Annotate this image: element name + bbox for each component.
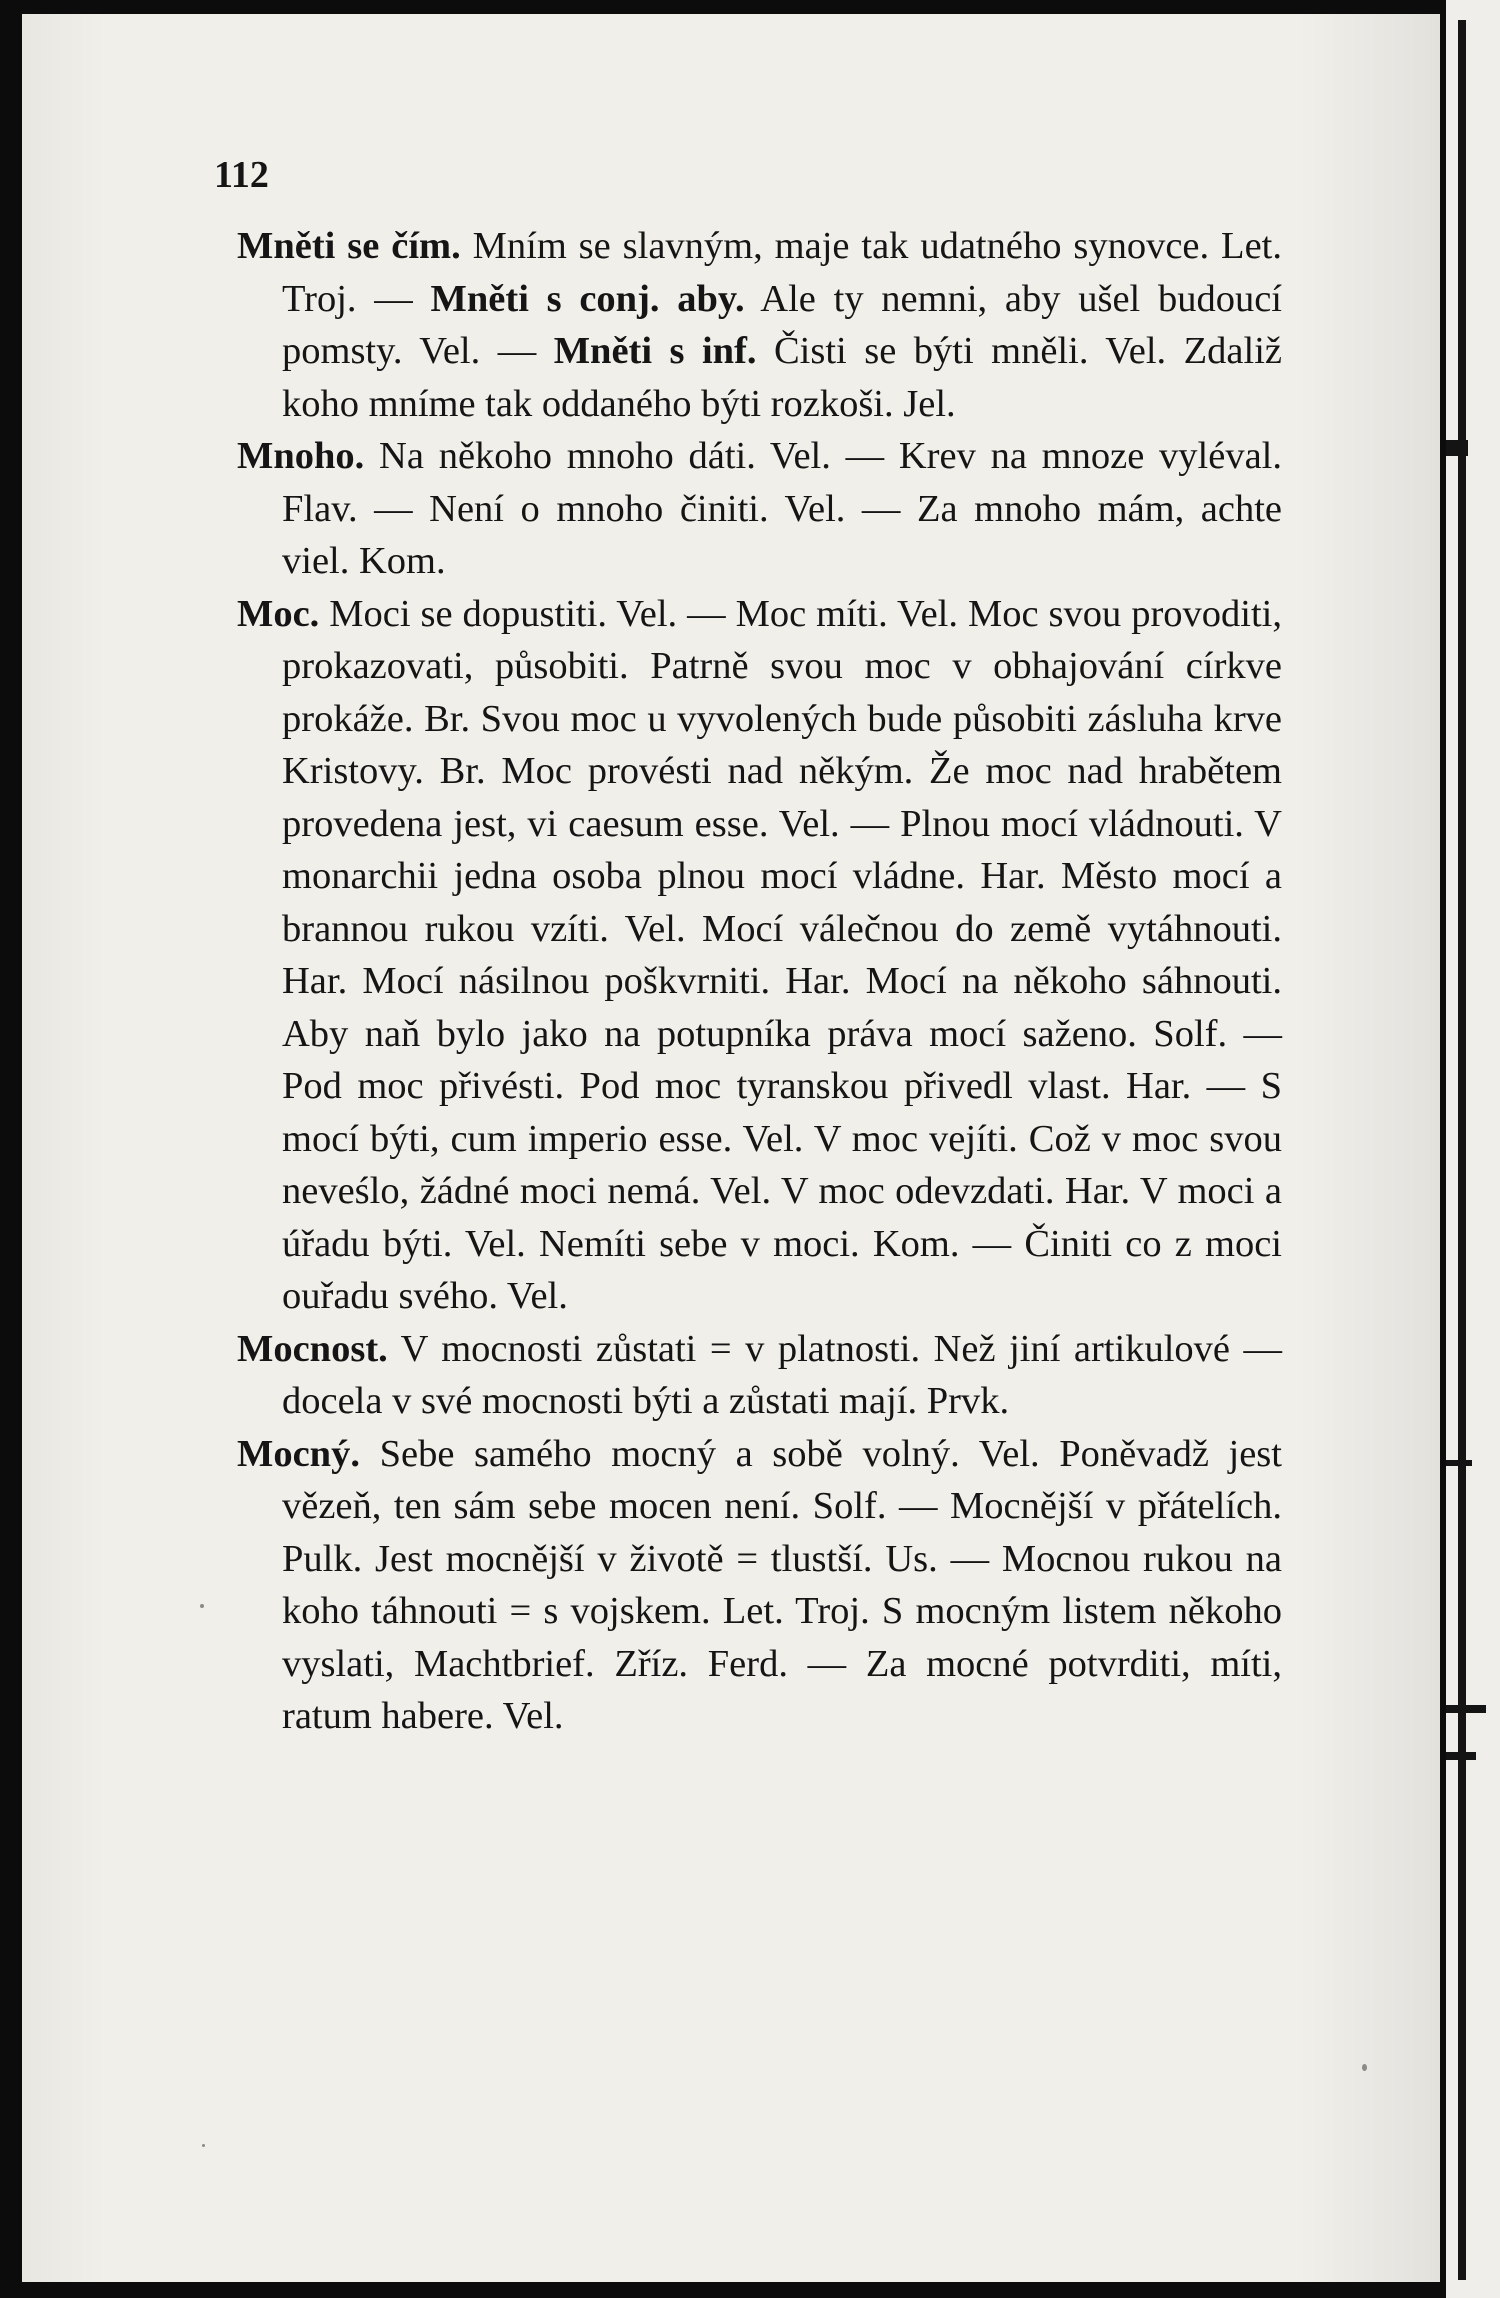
paper-speck <box>200 1604 204 1608</box>
dictionary-entry <box>237 588 1282 1323</box>
entry-headword: Mnoho. <box>237 435 365 477</box>
page-number: 112 <box>214 154 269 196</box>
paper-speck <box>1362 2064 1367 2071</box>
entry-text: Na někoho mnoho dáti. Vel. — Krev na mnoze vyléval. Flav. — Není o mnoho činiti. Vel. — Za mnoho mám, achte viel. Kom. <box>282 435 1282 582</box>
entry-text: Sebe samého mocný a sobě volný. Vel. Poněvadž jest vězeň, ten sám sebe mocen není. Solf. — Mocnější v přátelích. Pulk. Jest mocnější v životě = tlustší. Us. — Mocnou rukou na koho táhnouti = s vojskem. Let. Troj. S mocným listem někoho vyslati, Machtbrief. Zříz. Ferd. — Za mocné potvrditi, míti, ratum habere. Vel. <box>282 1432 1282 1737</box>
page-edge-line <box>1458 20 1466 2280</box>
entry-headword: Moc. <box>237 592 320 635</box>
entry-text: Čisti se býti mněli. Vel. Zdaliž koho mníme tak oddaného býti rozkoši. Jel. <box>282 330 1282 425</box>
page-edge-mark <box>1446 1460 1472 1466</box>
page-edge-mark <box>1446 1752 1476 1760</box>
dictionary-entry <box>237 430 1282 588</box>
entry-text: Ale ty nemni, aby ušel budoucí pomsty. Vel. — <box>282 277 1282 372</box>
entry-text: Moci se dopustiti. Vel. — Moc míti. Vel. Moc svou provoditi, prokazovati, působiti. Patrně svou moc v obhajování církve prokáže. Br. Svou moc u vyvolených bude působiti zásluha krve Kristovy. Br. Moc provésti nad někým. Že moc nad hrabětem provedena jest, vi caesum esse. Vel. — Plnou mocí vládnouti. V monarchii jedna osoba plnou mocí vládne. Har. Město mocí a brannou rukou vzíti. Vel. Mocí válečnou do země vytáhnouti. Har. Mocí násilnou poškvrniti. Har. Mocí na někoho sáhnouti. Aby naň bylo jako na potupníka práva mocí saženo. Solf. — Pod moc přivésti. Pod moc tyranskou přivedl vlast. Har. — S mocí býti, cum imperio esse. Vel. V moc vejíti. Což v moc svou neveślo, žádné moci nemá. Vel. V moc odevzdati. Har. V moci a úřadu býti. Vel. Nemíti sebe v moci. Kom. — Činiti co z moci ouřadu svého. Vel. <box>282 592 1282 1317</box>
entry-text: V mocnosti zůstati = v platnosti. Než jiní artikulové — docela v své mocnosti býti a zůstati mají. Prvk. <box>282 1327 1282 1422</box>
page-edge-mark <box>1446 440 1468 456</box>
page-edge-mark <box>1446 1705 1486 1713</box>
dictionary-entry <box>237 1428 1282 1743</box>
entry-headword: Mocný. <box>237 1432 360 1475</box>
entry-headword: Mněti s conj. aby. <box>430 277 745 320</box>
entry-headword: Mněti se čím. <box>237 225 461 267</box>
entry-headword: Mněti s inf. <box>553 330 757 372</box>
entry-headword: Mocnost. <box>237 1327 388 1370</box>
dictionary-entry <box>237 1323 1282 1428</box>
entry-text: Mním se slavným, maje tak udatného synovce. Let. Troj. — <box>282 225 1282 320</box>
page-edge-strip <box>1446 0 1500 2298</box>
dictionary-text <box>237 220 1282 1743</box>
dictionary-entry <box>237 220 1282 430</box>
paper-speck <box>202 2144 205 2147</box>
